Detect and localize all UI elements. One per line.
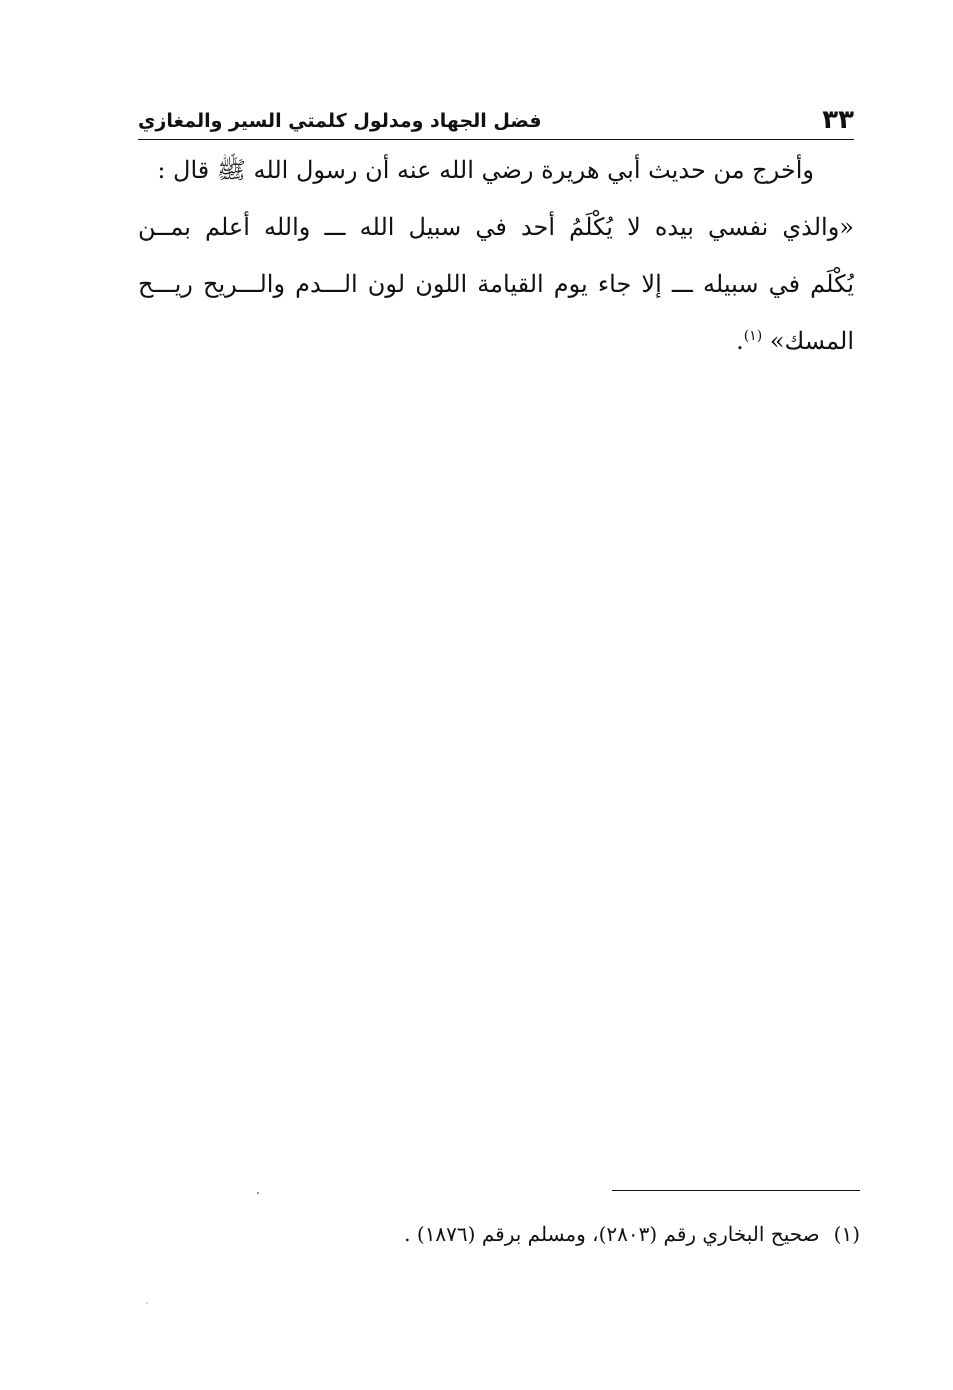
scan-speck (257, 1192, 259, 1194)
text-line-3: يُكْلَم في سبيله ـــ إلا جاء يوم القيامة اللون لون الـــدم والـــريح ريـــح (138, 270, 854, 298)
main-text (138, 142, 854, 370)
text-line-2: «والذي نفسي بيده لا يُكْلَمُ أحد في سبيل الله ـــ والله أعلم بمــن (138, 213, 854, 241)
footnote-text: صحيح البخاري رقم (٢٨٠٣)، ومسلم برقم (١٨٧٦) . (404, 1222, 820, 1246)
footnote-1 (300, 1214, 860, 1254)
scan-speck (146, 1302, 148, 1304)
hadith-end: المسك» (769, 327, 854, 355)
header-rule (138, 139, 854, 140)
footnote-number: (١) (833, 1222, 860, 1246)
page-header (138, 104, 854, 140)
footnotes (300, 1214, 860, 1254)
footnote-separator (612, 1190, 860, 1191)
text-line-4 (138, 313, 854, 370)
running-title: فضل الجهاد ومدلول كلمتي السير والمغازي (138, 110, 542, 132)
sentence-period: . (736, 327, 744, 355)
text-line-1: وأخرج من حديث أبي هريرة رضي الله عنه أن رسول الله ﷺ قال : (157, 156, 814, 184)
footnote-reference-marker: (١) (743, 328, 763, 344)
page-number: ٣٣ (822, 105, 854, 135)
